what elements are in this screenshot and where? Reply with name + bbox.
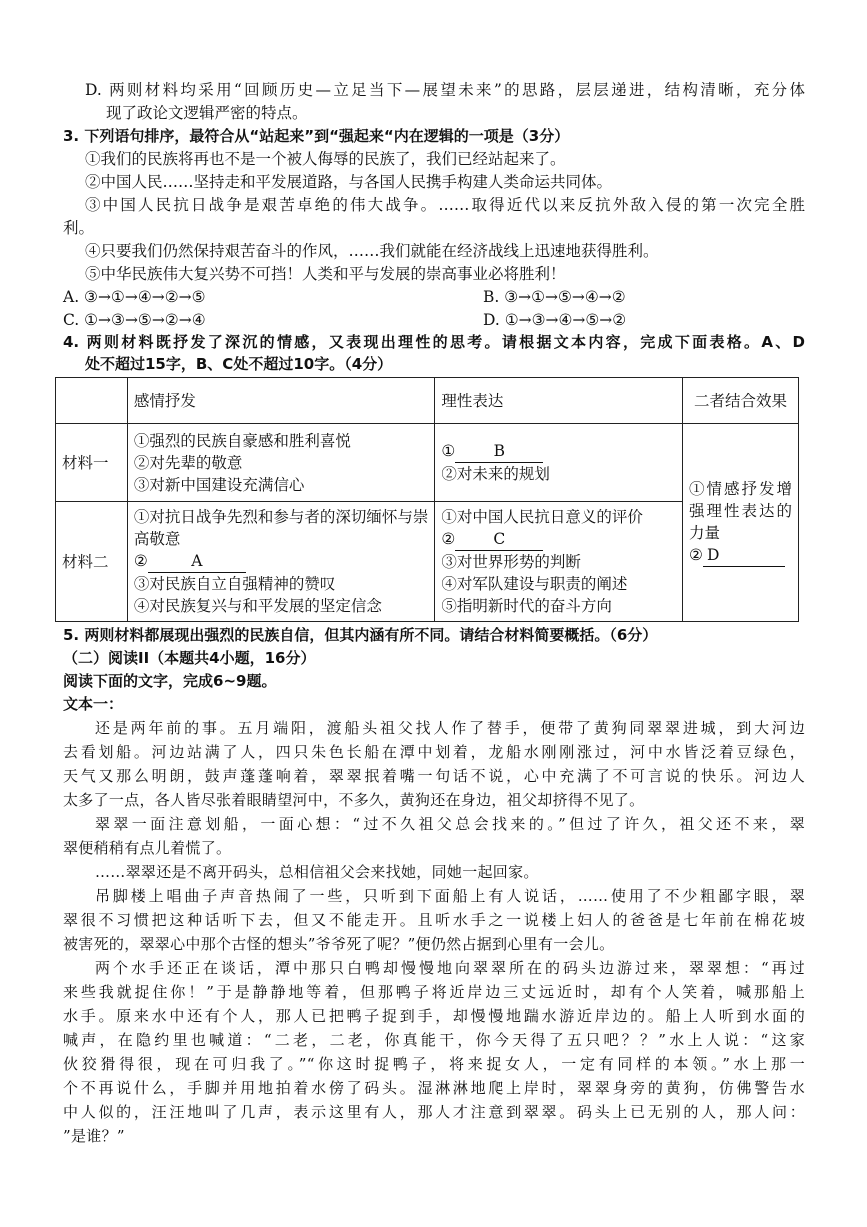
passage-p5-line2: 来些我就捉住你！”于是静静地等着，但那鸭子将近岸边三丈远近时，却有个人笑着，喊那船上 bbox=[63, 983, 805, 1001]
row2-reason-cell bbox=[435, 502, 683, 622]
passage-p2-line1: 翠翠一面注意划船，一面心想：“过不久祖父总会找来的。”但过了许久，祖父还不来，翠 bbox=[95, 815, 805, 833]
q4-stem-line2: 处不超过15字，B、C处不超过10字。（4分） bbox=[85, 355, 393, 373]
q3-option-d: D. ①→③→④→⑤→② bbox=[483, 311, 627, 329]
passage-p5-line8: ”是谁？” bbox=[63, 1127, 125, 1145]
q3-sentence-4: ④只要我们仍然保持艰苦奋斗的作风，……我们就能在经济战线上迅速地获得胜利。 bbox=[85, 242, 659, 260]
row1-label: 材料一 bbox=[56, 424, 128, 502]
row2-reason-1: ①对中国人民抗日意义的评价 bbox=[441, 508, 643, 526]
passage-p5-line3: 水手。原来水中还有个人，那人已把鸭子捉到手，却慢慢地踹水游近岸边的。船上人听到水面的 bbox=[63, 1007, 805, 1025]
passage-p5-line6: 个不再说什么，手脚并用地拍着水傍了码头。湿淋淋地爬上岸时，翠翠身旁的黄狗，仿佛警告水 bbox=[63, 1079, 805, 1097]
row2-emotion-4: ④对民族复兴与和平发展的坚定信念 bbox=[133, 597, 382, 615]
table-header-row bbox=[56, 378, 799, 424]
row2-reason-4: ④对军队建设与职责的阐述 bbox=[441, 575, 628, 593]
q3-option-a: A. ③→①→④→②→⑤ bbox=[63, 288, 206, 306]
row1-reason-cell bbox=[435, 424, 683, 502]
row2-reason-3: ③对世界形势的判断 bbox=[441, 553, 581, 571]
blank-b: B bbox=[455, 440, 543, 463]
section2-title: （二）阅读II（本题共4小题，16分） bbox=[63, 649, 316, 667]
row1-reason-1-prefix: ① bbox=[441, 442, 456, 460]
q3-sentence-2: ②中国人民……坚持走和平发展道路，与各国人民携手构建人类命运共同体。 bbox=[85, 173, 613, 191]
q4-table bbox=[55, 377, 799, 622]
passage-p1-line2: 去看划船。河边站满了人，四只朱色长船在潭中划着，龙船水刚刚涨过，河中水皆泛着豆绿色， bbox=[63, 743, 805, 761]
row2-emotion-2 bbox=[134, 550, 429, 573]
blank-d: D bbox=[703, 544, 785, 567]
row2-reason-2-prefix: ② bbox=[441, 530, 456, 548]
passage-p1-line3: 天气又那么明朗，鼓声蓬蓬响着，翠翠抿着嘴一句话不说，心中充满了不可言说的快乐。河边人 bbox=[63, 767, 805, 785]
passage-p4-line1: 吊脚楼上唱曲子声音热闹了一些，只听到下面船上有人说话，……使用了不少粗鄙字眼，翠 bbox=[95, 887, 805, 905]
passage-p5-line7: 中人似的，汪汪地叫了几声，表示这里有人，那人才注意到翠翠。码头上已无别的人，那人问： bbox=[63, 1103, 805, 1121]
row1-reason-1 bbox=[441, 440, 676, 463]
row2-emotion-1: ①对抗日战争先烈和参与者的深切缅怀与崇高敬意 bbox=[133, 508, 429, 548]
row2-emotion-2-prefix: ② bbox=[133, 552, 148, 570]
blank-a: A bbox=[148, 550, 246, 573]
table-row-material1 bbox=[56, 424, 799, 502]
table-header-reason: 理性表达 bbox=[435, 378, 683, 424]
passage-p4-line3: 被害死的，翠翠心中那个古怪的想头”爷爷死了呢？”便仍然占据到心里有一会儿。 bbox=[63, 935, 615, 953]
blank-c: C bbox=[455, 528, 543, 551]
q3-sentence-1: ①我们的民族将再也不是一个被人侮辱的民族了，我们已经站起来了。 bbox=[85, 150, 566, 168]
q2-option-d-line2: 现了政论文逻辑严密的特点。 bbox=[106, 104, 308, 122]
q4-stem-line1: 4. 两则材料既抒发了深沉的情感，又表现出理性的思考。请根据文本内容，完成下面表格。A、D bbox=[63, 333, 805, 351]
row1-emotion-cell bbox=[127, 424, 435, 502]
table-header-combo: 二者结合效果 bbox=[683, 378, 799, 424]
row1-emotion-1: ①强烈的民族自豪感和胜利喜悦 bbox=[133, 431, 351, 450]
q3-sentence-3-line1: ③中国人民抗日战争是艰苦卓绝的伟大战争。……取得近代以来反抗外敌入侵的第一次完全胜 bbox=[85, 196, 805, 214]
table-header-emotion: 感情抒发 bbox=[127, 378, 435, 424]
row1-emotion-3: ③对新中国建设充满信心 bbox=[133, 475, 305, 494]
q3-sentence-5: ⑤中华民族伟大复兴势不可挡！人类和平与发展的崇高事业必将胜利！ bbox=[85, 265, 566, 283]
combo-1: ①情感抒发增强理性表达的力量 bbox=[689, 480, 792, 542]
row1-emotion-2: ②对先辈的敬意 bbox=[133, 453, 243, 472]
passage-p5-line4: 喊声，在隐约里也喊道：“二老，二老，你真能干，你今天得了五只吧？？”水上人说：“这家 bbox=[63, 1031, 805, 1049]
passage-p1-line4: 太多了一点，各人皆尽张着眼睛望河中，不多久，黄狗还在身边，祖父却挤得不见了。 bbox=[63, 791, 645, 809]
text1-label: 文本一： bbox=[63, 695, 124, 713]
q3-stem: 3. 下列语句排序，最符合从“站起来”到“强起来“内在逻辑的一项是（3分） bbox=[63, 127, 570, 145]
section2-instruction: 阅读下面的文字，完成6~9题。 bbox=[63, 672, 277, 690]
table-header-blank bbox=[56, 378, 128, 424]
row2-label: 材料二 bbox=[56, 502, 128, 622]
passage-p3-line1: ……翠翠还是不离开码头，总相信祖父会来找她，同她一起回家。 bbox=[95, 863, 539, 881]
passage-p1-line1: 还是两年前的事。五月端阳，渡船头祖父找人作了替手，便带了黄狗同翠翠进城，到大河边 bbox=[95, 719, 805, 737]
combo-2 bbox=[689, 544, 792, 567]
q2-option-d-line1: D. 两则材料均采用“回顾历史—立足当下—展望未来”的思路，层层递进，结构清晰，充分体 bbox=[85, 81, 805, 99]
row2-emotion-3: ③对民族自立自强精神的赞叹 bbox=[133, 575, 336, 593]
combo-cell bbox=[683, 424, 799, 622]
row2-emotion-cell bbox=[127, 502, 435, 622]
q3-option-b: B. ③→①→⑤→④→② bbox=[483, 288, 626, 306]
passage-p5-line1: 两个水手还正在谈话，潭中那只白鸭却慢慢地向翠翠所在的码头边游过来，翠翠想：“再过 bbox=[95, 959, 805, 977]
row1-reason-2: ②对未来的规划 bbox=[441, 465, 550, 483]
passage-p4-line2: 翠很不习惯把这种话听下去，但又不能走开。且听水手之一说楼上妇人的爸爸是七年前在棉花坡 bbox=[63, 911, 805, 929]
q3-sentence-3-line2: 利。 bbox=[63, 219, 95, 237]
combo-2-prefix: ② bbox=[689, 546, 703, 564]
row2-reason-5: ⑤指明新时代的奋斗方向 bbox=[441, 597, 612, 615]
row2-reason-2 bbox=[441, 528, 676, 551]
q3-option-c: C. ①→③→⑤→②→④ bbox=[63, 311, 206, 329]
passage-p5-line5: 伙狡猾得很，现在可归我了。”“你这时捉鸭子，将来捉女人，一定有同样的本领。”水上那一 bbox=[63, 1055, 805, 1073]
passage-p2-line2: 翠便稍稍有点儿着慌了。 bbox=[63, 839, 232, 857]
q5-stem: 5. 两则材料都展现出强烈的民族自信，但其内涵有所不同。请结合材料简要概括。（6分） bbox=[63, 626, 658, 644]
